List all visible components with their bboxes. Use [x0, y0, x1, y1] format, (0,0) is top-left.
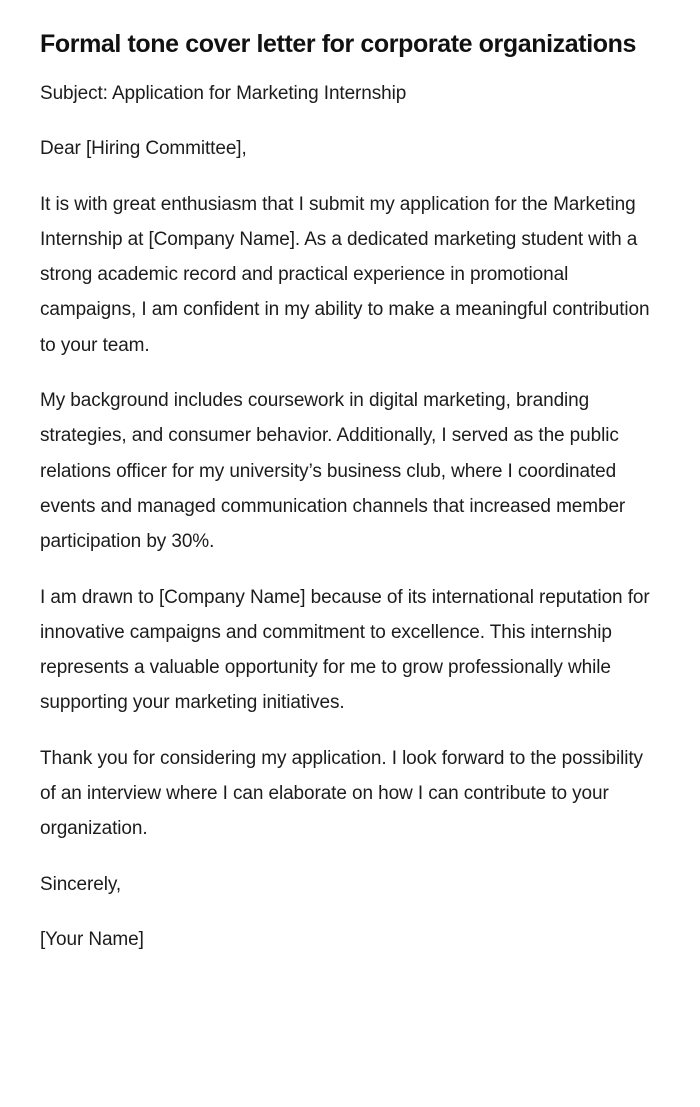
- letter-paragraph-motivation: I am drawn to [Company Name] because of its international reputation for innovative campaigns and commitment to excellence. This internship represents a valuable opportunity for me to grow professionally while supporting your marketing initiatives.: [40, 586, 650, 714]
- letter-closing: Sincerely,: [40, 873, 122, 895]
- letter-paragraph-background: My background includes coursework in digital marketing, branding strategies, and consumer behavior. Additionally, I served as the public relations officer for my university’s business club, where I coordinated events and managed communication channels that increased member participation by 30%.: [40, 390, 626, 553]
- page-title: Formal tone cover letter for corporate organizations: [40, 30, 636, 58]
- letter-paragraph-intro: It is with great enthusiasm that I submit my application for the Marketing Internship at [Company Name]. As a dedicated marketing student with a strong academic record and practical experience in promotional campaigns, I am confident in my ability to make a meaningful contribution to your team.: [40, 193, 650, 356]
- letter-subject: Subject: Application for Marketing Internship: [40, 83, 407, 104]
- letter-signature: [Your Name]: [40, 928, 144, 950]
- letter-paragraph-thanks: Thank you for considering my application. I look forward to the possibility of an interview where I can elaborate on how I can contribute to your organization.: [40, 747, 643, 840]
- letter-salutation: Dear [Hiring Committee],: [40, 138, 247, 160]
